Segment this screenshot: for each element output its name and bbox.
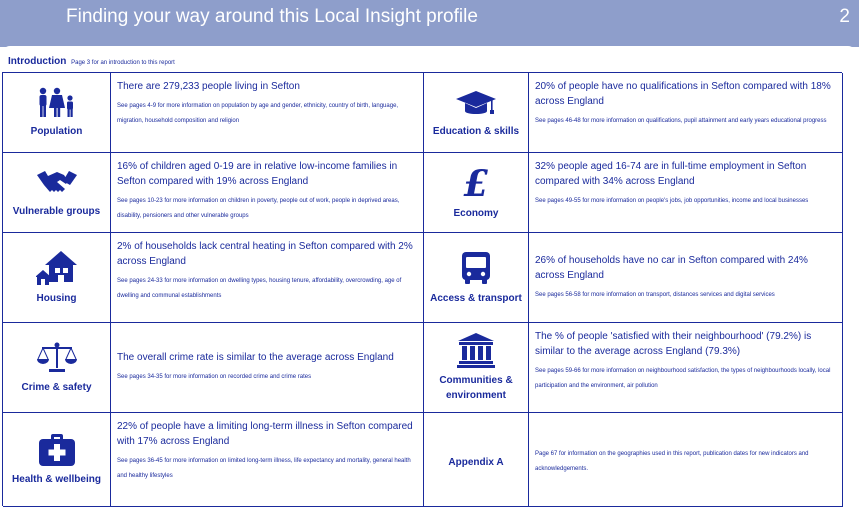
- communities-sub-text: See pages 59-66 for more information on neighbourhood satisfaction, the types of neighbourhoods locally, local participation and the environment, air pollution: [535, 368, 831, 389]
- vulnerable-label: Vulnerable groups: [12, 205, 101, 217]
- people-icon: [37, 87, 77, 119]
- population-sub-text: See pages 4-9 for more information on population by age and gender, ethnicity, country of birth, language, migration, household composition and religion: [117, 103, 399, 124]
- vulnerable-text-cell: [111, 153, 424, 233]
- economy-main-text: 32% people aged 16-74 are in full-time employment in Sefton compared with 34% across England: [535, 161, 807, 187]
- pound-icon: [459, 165, 493, 201]
- houses-icon: [36, 250, 78, 286]
- transport-text-cell: [529, 233, 843, 323]
- appendix-text-cell: [529, 413, 843, 507]
- svg-text:£: £: [463, 164, 489, 201]
- housing-label-cell: [3, 233, 111, 323]
- appendix-sub-text: Page 67 for information on the geographies used in this report, publication dates for new indicators and acknowledgements.: [535, 451, 809, 472]
- health-text-cell: [111, 413, 424, 507]
- intro-heading: Introduction: [8, 56, 67, 67]
- bus-icon: [459, 250, 493, 286]
- education-label: Education & skills: [432, 125, 520, 137]
- handshake-icon: [36, 167, 78, 199]
- housing-sub-text: See pages 24-33 for more information on dwelling types, housing tenure, affordability, overcrowding, age of dwelling and communal establishments: [117, 278, 402, 299]
- health-main-text: 22% of people have a limiting long-term illness in Sefton compared with 17% across England: [117, 421, 413, 447]
- graduation-cap-icon: [455, 87, 497, 119]
- population-main-text: There are 279,233 people living in Sefton: [117, 81, 300, 92]
- economy-text-cell: [529, 153, 843, 233]
- transport-sub-text: See pages 56-58 for more information on transport, distances services and digital services: [535, 291, 775, 298]
- housing-main-text: 2% of households lack central heating in Sefton compared with 2% across England: [117, 241, 413, 267]
- intro-line: [8, 56, 175, 67]
- economy-label-cell: [424, 153, 529, 233]
- intro-note: Page 3 for an introduction to this report: [71, 60, 175, 66]
- topic-grid: [2, 72, 842, 506]
- health-label: Health & wellbeing: [12, 473, 101, 485]
- first-aid-kit-icon: [38, 433, 76, 467]
- population-text-cell: [111, 73, 424, 153]
- population-label: Population: [30, 125, 83, 137]
- housing-text-cell: [111, 233, 424, 323]
- health-sub-text: See pages 36-45 for more information on limited long-term illness, life expectancy and mortality, general health and healthy lifestyles: [117, 458, 411, 479]
- page-number: 2: [839, 6, 850, 27]
- transport-label-cell: [424, 233, 529, 323]
- education-main-text: 20% of people have no qualifications in Sefton compared with 18% across England: [535, 81, 831, 107]
- communities-main-text: The % of people 'satisfied with their neighbourhood' (79.2%) is similar to the average across England (79.3%): [535, 331, 812, 357]
- housing-label: Housing: [36, 292, 77, 304]
- crime-sub-text: See pages 34-35 for more information on recorded crime and crime rates: [117, 374, 312, 380]
- economy-sub-text: See pages 49-55 for more information on people's jobs, job opportunities, income and local businesses: [535, 198, 809, 204]
- education-label-cell: [424, 73, 529, 153]
- scales-icon: [36, 341, 78, 375]
- education-text-cell: [529, 73, 843, 153]
- vulnerable-sub-text: See pages 10-23 for more information on children in poverty, people out of work, people in deprived areas, disability, pensioners and other vulnerable groups: [117, 198, 400, 219]
- population-label-cell: [3, 73, 111, 153]
- page-title: Finding your way around this Local Insight profile: [66, 6, 478, 27]
- transport-main-text: 26% of households have no car in Sefton compared with 24% across England: [535, 254, 808, 281]
- page-header: [0, 0, 859, 47]
- communities-text-cell: [529, 323, 843, 413]
- transport-label: Access & transport: [430, 292, 522, 304]
- health-label-cell: [3, 413, 111, 507]
- civic-building-icon: [457, 332, 495, 368]
- communities-label: Communities & environment: [439, 375, 513, 401]
- vulnerable-label-cell: [3, 153, 111, 233]
- appendix-label: Appendix A: [448, 456, 504, 468]
- appendix-label-cell: [424, 413, 529, 507]
- crime-label-cell: [3, 323, 111, 413]
- education-sub-text: See pages 46-48 for more information on qualifications, pupil attainment and early years educational progress: [535, 118, 827, 124]
- crime-text-cell: [111, 323, 424, 413]
- crime-label: Crime & safety: [21, 381, 92, 393]
- vulnerable-main-text: 16% of children aged 0-19 are in relative low-income families in Sefton compared with 19% across England: [117, 161, 398, 187]
- communities-label-cell: [424, 323, 529, 413]
- crime-main-text: The overall crime rate is similar to the average across England: [117, 352, 394, 363]
- economy-label: Economy: [453, 207, 499, 219]
